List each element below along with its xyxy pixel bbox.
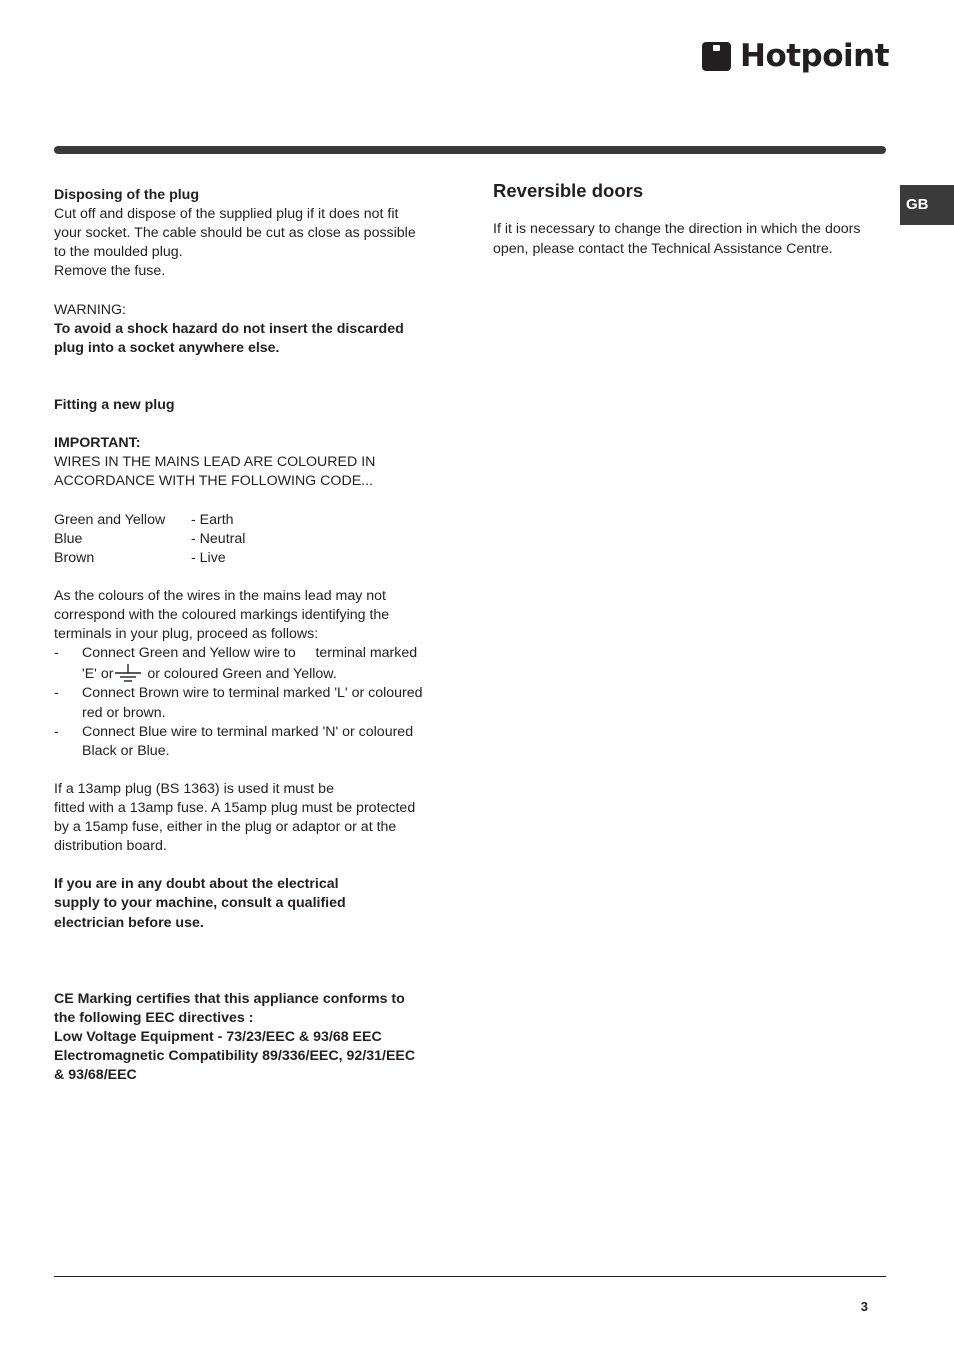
wire-meaning: - Earth (191, 511, 234, 528)
wire-colour: Green and Yellow (54, 511, 166, 528)
fitting-title: Fitting a new plug (54, 397, 175, 414)
dispose-line: to the moulded plug. (54, 244, 183, 261)
doubt-line: supply to your machine, consult a qualified (54, 895, 346, 912)
warning-label: WARNING: (54, 301, 126, 318)
step-text: Connect Green and Yellow wire to terminal marked (82, 645, 418, 662)
ce-line: & 93/68/EEC (54, 1067, 137, 1084)
left-column (54, 186, 454, 1085)
wire-meaning: - Neutral (191, 530, 246, 547)
wiring-steps (54, 644, 454, 761)
right-column (493, 178, 888, 259)
step-text: Black or Blue. (82, 742, 170, 759)
step-blue (54, 723, 454, 761)
reversible-doors-title: Reversible doors (493, 180, 644, 201)
step-dash: - (54, 645, 59, 662)
reversible-doors-text: If it is necessary to change the direction in which the doors open, please contact the Technical Assistance Centre. (493, 221, 861, 257)
step-text: 'E' or (82, 666, 114, 683)
bottom-divider (54, 1276, 886, 1277)
step-brown (54, 684, 454, 722)
colours-intro-line: As the colours of the wires in the mains lead may not (54, 587, 386, 604)
fuse-line: by a 15amp fuse, either in the plug or adaptor or at the (54, 819, 397, 836)
step-text: or coloured Green and Yellow. (143, 666, 337, 683)
dispose-line: Cut off and dispose of the supplied plug if it does not fit (54, 206, 399, 223)
page-number: 3 (860, 1299, 868, 1314)
fuse-line: fitted with a 13amp fuse. A 15amp plug must be protected (54, 800, 416, 816)
step-dash: - (54, 723, 59, 740)
fuse-line: If a 13amp plug (BS 1363) is used it must be (54, 780, 334, 797)
wire-meaning: - Live (191, 549, 226, 566)
language-tab: GB (900, 185, 954, 225)
ce-line: the following EEC directives : (54, 1010, 254, 1027)
step-dash: - (54, 685, 59, 702)
warning-line: To avoid a shock hazard do not insert the discarded (54, 320, 404, 337)
earth-symbol-icon (113, 664, 143, 684)
doubt-line: If you are in any doubt about the electrical (54, 876, 339, 893)
important-label: IMPORTANT: (54, 435, 141, 452)
hotpoint-logo-icon (702, 42, 731, 71)
hotpoint-logo (702, 36, 889, 76)
wire-code-row (54, 511, 454, 530)
ce-line: CE Marking certifies that this appliance conforms to (54, 990, 405, 1007)
step-green-yellow (54, 644, 454, 684)
fuse-line: distribution board. (54, 838, 167, 855)
ce-line: Electromagnetic Compatibility 89/336/EEC, 92/31/EEC (54, 1048, 416, 1065)
ce-line: Low Voltage Equipment - 73/23/EEC & 93/68 EEC (54, 1029, 382, 1046)
step-text-cont (82, 664, 337, 684)
doubt-line: electrician before use. (54, 914, 204, 931)
important-line: ACCORDANCE WITH THE FOLLOWING CODE... (54, 473, 373, 490)
colours-intro-line: terminals in your plug, proceed as follows: (54, 626, 319, 643)
wire-code-row (54, 530, 454, 549)
step-text: Connect Brown wire to terminal marked 'L' or coloured (82, 685, 423, 702)
wire-colour: Brown (54, 549, 95, 566)
step-text: red or brown. (82, 704, 166, 721)
brand-name: Hotpoint (740, 38, 890, 74)
dispose-line: Remove the fuse. (54, 263, 166, 280)
colours-intro-line: correspond with the coloured markings identifying the (54, 607, 390, 624)
dispose-title: Disposing of the plug (54, 187, 200, 203)
dispose-line: your socket. The cable should be cut as close as possible (54, 225, 416, 242)
wire-colour: Blue (54, 530, 83, 547)
top-divider (54, 146, 886, 154)
wire-code-row (54, 549, 454, 568)
step-text: Connect Blue wire to terminal marked 'N' or coloured (82, 723, 414, 740)
important-line: WIRES IN THE MAINS LEAD ARE COLOURED IN (54, 454, 376, 471)
warning-line: plug into a socket anywhere else. (54, 339, 280, 356)
